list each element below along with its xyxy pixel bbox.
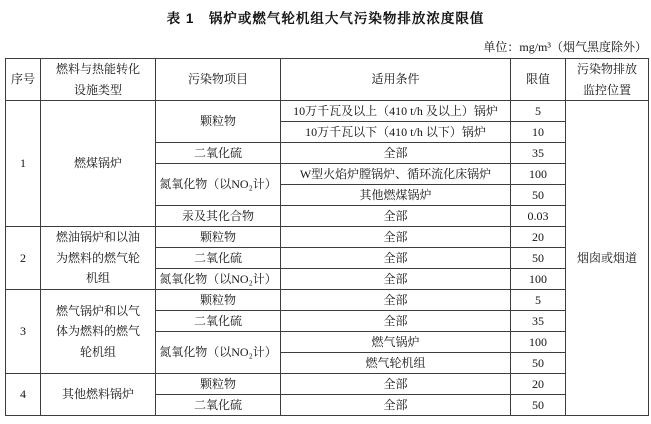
col-header-monitoring-label: 污染物排放监控位置 bbox=[576, 62, 637, 97]
table-row bbox=[6, 227, 649, 248]
pollutant-cell: 二氧化硫 bbox=[156, 311, 281, 332]
limit-cell: 20 bbox=[511, 227, 566, 248]
row-no: 3 bbox=[6, 290, 41, 374]
table-row bbox=[6, 101, 649, 122]
condition-cell: 燃气轮机组 bbox=[281, 353, 511, 374]
limit-cell: 5 bbox=[511, 290, 566, 311]
pollutant-cell: 二氧化硫 bbox=[156, 395, 281, 416]
limit-cell: 50 bbox=[511, 395, 566, 416]
facility-cell: 燃煤锅炉 bbox=[41, 101, 156, 227]
pollutant-cell: 二氧化硫 bbox=[156, 248, 281, 269]
pollutant-cell: 汞及其化合物 bbox=[156, 206, 281, 227]
col-header-no: 序号 bbox=[6, 59, 41, 101]
condition-cell: 燃气锅炉 bbox=[281, 332, 511, 353]
header-row bbox=[6, 59, 649, 101]
emission-limits-table bbox=[5, 58, 649, 416]
condition-cell: 全部 bbox=[281, 206, 511, 227]
row-no: 4 bbox=[6, 374, 41, 416]
monitoring-cell: 烟囱或烟道 bbox=[566, 101, 649, 416]
table-row bbox=[6, 290, 649, 311]
limit-cell: 10 bbox=[511, 122, 566, 143]
limit-cell: 20 bbox=[511, 374, 566, 395]
limit-cell: 5 bbox=[511, 101, 566, 122]
limit-cell: 50 bbox=[511, 353, 566, 374]
limit-cell: 100 bbox=[511, 269, 566, 290]
col-header-facility bbox=[41, 59, 156, 101]
limit-cell: 0.03 bbox=[511, 206, 566, 227]
condition-cell: 其他燃煤锅炉 bbox=[281, 185, 511, 206]
condition-cell: 10万千瓦以下（410 t/h 以下）锅炉 bbox=[281, 122, 511, 143]
col-header-condition: 适用条件 bbox=[281, 59, 511, 101]
limit-cell: 50 bbox=[511, 248, 566, 269]
pollutant-cell: 氮氧化物（以NO₂计） bbox=[156, 269, 281, 290]
page-title: 表 1 锅炉或燃气轮机组大气污染物排放浓度限值 bbox=[166, 11, 485, 26]
pollutant-cell: 氮氧化物（以NO₂计） bbox=[156, 332, 281, 374]
pollutant-cell: 颗粒物 bbox=[156, 101, 281, 143]
facility-cell bbox=[41, 227, 156, 290]
facility-cell bbox=[41, 290, 156, 374]
table-row bbox=[6, 374, 649, 395]
limit-cell: 100 bbox=[511, 332, 566, 353]
condition-cell: 全部 bbox=[281, 143, 511, 164]
limit-cell: 35 bbox=[511, 311, 566, 332]
pollutant-cell: 颗粒物 bbox=[156, 290, 281, 311]
col-header-monitoring bbox=[566, 59, 649, 101]
condition-cell: 全部 bbox=[281, 311, 511, 332]
facility-cell: 其他燃料锅炉 bbox=[41, 374, 156, 416]
limit-cell: 35 bbox=[511, 143, 566, 164]
condition-cell: W型火焰炉膛锅炉、循环流化床锅炉 bbox=[281, 164, 511, 185]
condition-cell: 全部 bbox=[281, 269, 511, 290]
condition-cell: 全部 bbox=[281, 227, 511, 248]
limit-cell: 50 bbox=[511, 185, 566, 206]
unit-note: 单位：mg/m³（烟气黑度除外） bbox=[483, 40, 647, 54]
condition-cell: 全部 bbox=[281, 374, 511, 395]
condition-cell: 全部 bbox=[281, 248, 511, 269]
limit-cell: 100 bbox=[511, 164, 566, 185]
pollutant-cell: 颗粒物 bbox=[156, 227, 281, 248]
col-header-facility-label: 燃料与热能转化设施类型 bbox=[55, 62, 140, 97]
pollutant-cell: 颗粒物 bbox=[156, 374, 281, 395]
pollutant-cell: 二氧化硫 bbox=[156, 143, 281, 164]
col-header-pollutant: 污染物项目 bbox=[156, 59, 281, 101]
pollutant-cell: 氮氧化物（以NO₂计） bbox=[156, 164, 281, 206]
row-no: 1 bbox=[6, 101, 41, 227]
facility-label: 燃气锅炉和以气体为燃料的燃气轮机组 bbox=[55, 303, 140, 359]
col-header-limit: 限值 bbox=[511, 59, 566, 101]
condition-cell: 全部 bbox=[281, 290, 511, 311]
row-no: 2 bbox=[6, 227, 41, 290]
condition-cell: 10万千瓦及以上（410 t/h 及以上）锅炉 bbox=[281, 101, 511, 122]
condition-cell: 全部 bbox=[281, 395, 511, 416]
facility-label: 燃油锅炉和以油为燃料的燃气轮机组 bbox=[55, 230, 140, 286]
